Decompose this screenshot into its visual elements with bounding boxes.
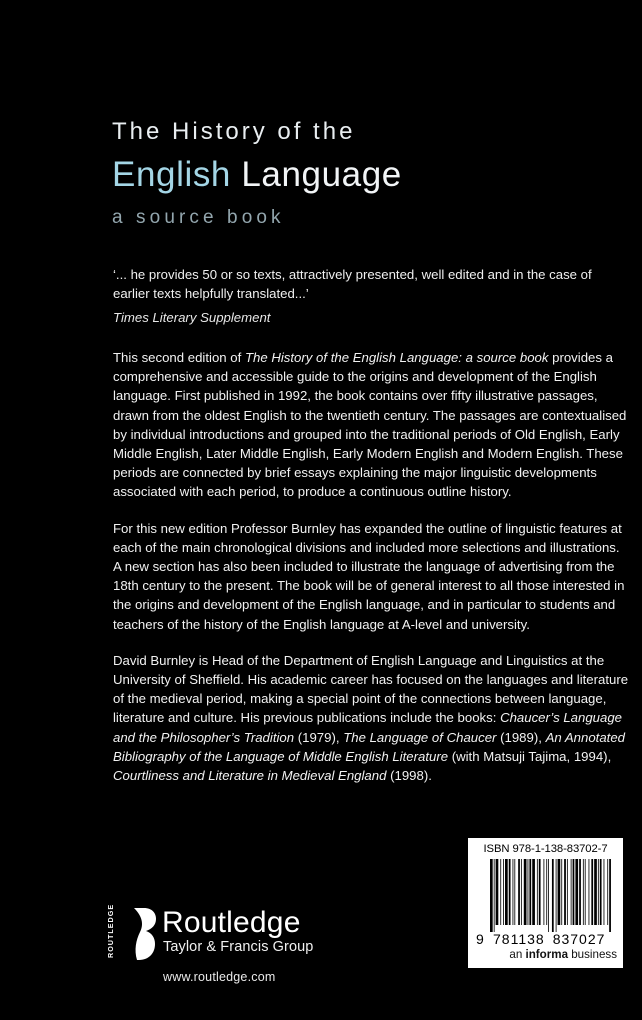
isbn-label: ISBN 978-1-138-83702-7 (483, 843, 608, 855)
title-line-one: The History of the (112, 118, 356, 145)
informa-brand: informa (525, 948, 569, 961)
routledge-logo-mark (104, 903, 156, 960)
author-bio-s3: (1989), (496, 729, 546, 745)
publisher-logo (104, 903, 334, 990)
publisher-name: Routledge (162, 906, 301, 939)
title-block (112, 118, 612, 229)
informa-prefix: an (509, 948, 526, 961)
author-work-1: Chaucer’s Language and the Philosopher’s Tradition (113, 710, 623, 745)
informa-suffix: business (568, 948, 617, 961)
author-bio-s5: (1998). (386, 768, 432, 784)
publisher-website: www.routledge.com (163, 970, 276, 984)
author-bio-s1: David Burnley is Head of the Department of English Language and Linguistics at the University of Sheffield. His academic career has focused on the languages and literature of the medieval period, making a special point of the connections between language, literature and culture. His previous publications include the books: (113, 652, 629, 726)
blurb-paragraph-3 (113, 651, 629, 785)
author-bio-s4: (with Matsuji Tajima, 1994), (448, 748, 612, 764)
routledge-r-glyph-icon (122, 908, 156, 960)
title-emphasis-word: English (112, 154, 231, 194)
review-block (113, 266, 613, 325)
blurb-paragraph-1 (113, 348, 629, 502)
routledge-vertical-wordmark: ROUTLEDGE (106, 903, 115, 958)
barcode-digit-group-1: 781138 (493, 931, 545, 947)
blurb-p1-booktitle: The History of the English Language: a source book (244, 350, 549, 365)
barcode-digit-lead: 9 (476, 931, 485, 947)
blurb-paragraph-2: For this new edition Professor Burnley has expanded the outline of linguistic features at each of the main chronological divisions and included more selections and illustrations. A new section has also been included to illustrate the language of advertising from the 18th century to the present. The book will be of general interest to all those interested in the origins and development of the English language, and in particular to students and teachers of the history of the English language at A-level and university. (113, 520, 625, 632)
blurb-block (113, 348, 629, 785)
review-quote: ‘... he provides 50 or so texts, attractively presented, well edited and in the case of earlier texts helpfully translated...’ (113, 267, 592, 301)
author-bio-s2: (1979), (294, 729, 344, 745)
title-remainder: Language (231, 154, 402, 194)
barcode-digits (468, 931, 623, 947)
author-work-3: An Annotated Bibliography of the Language of Middle English Literature (113, 729, 625, 764)
blurb-p1-post: provides a comprehensive and accessible guide to the origins and development of the English language. First published in 1992, the book contains over fifty illustrative passages, drawn from the oldest English to the twentieth century. The passages are contextualised by individual introductions and grouped into the traditional periods of Old English, Early Middle English, Later Middle English, Early Modern English and Modern English. These periods are connected by brief essays explaining the major linguistic developments associated with each period, to produce a continuous outline history. (113, 350, 627, 500)
barcode-digit-group-2: 837027 (552, 931, 606, 947)
informa-imprint (509, 948, 617, 961)
publisher-group: Taylor & Francis Group (163, 939, 314, 955)
author-work-4: Courtliness and Literature in Medieval England (113, 768, 387, 784)
barcode-bars (490, 859, 612, 932)
blurb-p1-pre: This second edition of (113, 350, 245, 365)
review-source: Times Literary Supplement (113, 310, 271, 326)
title-subtitle: a source book (112, 207, 285, 229)
author-work-2: The Language of Chaucer (343, 729, 497, 745)
barcode-block (468, 838, 623, 968)
title-line-two (112, 153, 612, 197)
